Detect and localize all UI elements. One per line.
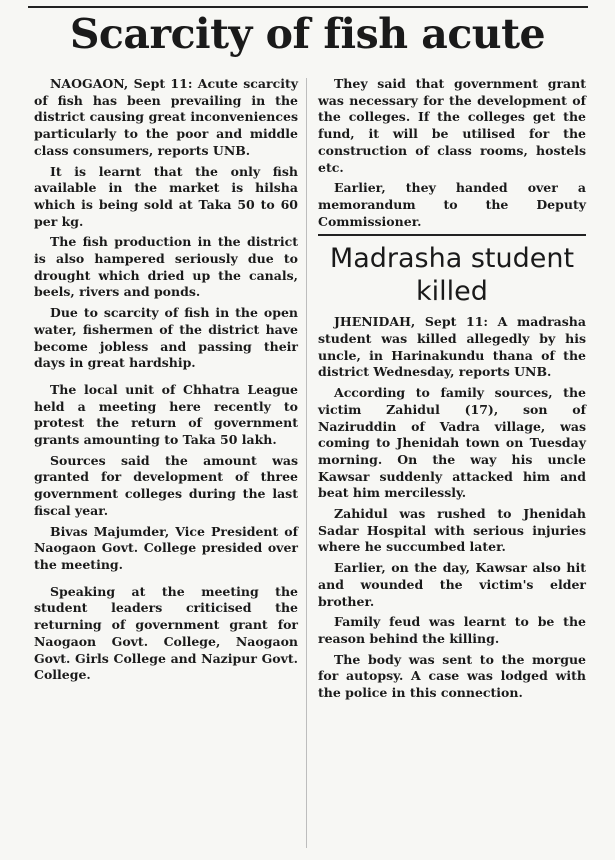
main-headline: Scarcity of fish acute xyxy=(69,10,546,58)
paragraph: JHENIDAH, Sept 11: A madrasha student was killed allegedly by his uncle, in Harinakundu thana of the district Wednesday, reports UNB. xyxy=(318,314,586,380)
paragraph: Family feud was learnt to be the reason behind the killing. xyxy=(318,614,586,646)
paragraph: The body was sent to the morgue for autopsy. A case was lodged with the police in this connection. xyxy=(318,651,586,701)
article-separator-rule xyxy=(318,234,586,236)
paragraph: Earlier, they handed over a memorandum to the Deputy Commissioner. xyxy=(318,180,586,229)
paragraph: Bivas Majumder, Vice President of Naogaon Govt. College presided over the meeting. xyxy=(34,523,298,572)
paragraph: The local unit of Chhatra League held a meeting here recently to protest the return of government grants amounting to Taka 50 lakh. xyxy=(34,381,298,448)
paragraph: It is learnt that the only fish available in the market is hilsha which is being sold at Taka 50 to 60 per kg. xyxy=(34,163,298,229)
paragraph: Zahidul was rushed to Jhenidah Sadar Hospital with serious injuries where he succumbed later. xyxy=(318,506,586,555)
column-divider xyxy=(306,78,307,848)
paragraph: Due to scarcity of fish in the open water, fishermen of the district have become jobless and passing their days in great hardship. xyxy=(34,305,298,371)
paragraph: They said that government grant was necessary for the development of the colleges. If the colleges get the fund, it will be utilised for the construction of class rooms, hostels etc. xyxy=(318,76,586,175)
paragraph: Speaking at the meeting the student leaders criticised the returning of government grant for Naogaon Govt. College, Naogaon Govt. Girls College and Nazipur Govt. College. xyxy=(34,583,298,683)
paragraph: Sources said the amount was granted for development of three government colleges during the last fiscal year. xyxy=(34,452,298,518)
second-headline: Madrasha student killed xyxy=(329,243,575,308)
paragraph: According to family sources, the victim Zahidul (17), son of Naziruddin of Vadra village, was coming to Jhenidah town on Tuesday morning. On the way his uncle Kawsar suddenly attacked him and beat him mercilessly. xyxy=(318,385,586,501)
paragraph: Earlier, on the day, Kawsar also hit and wounded the victim's elder brother. xyxy=(318,560,586,609)
right-column xyxy=(318,76,586,706)
left-column xyxy=(34,76,298,688)
paragraph: NAOGAON, Sept 11: Acute scarcity of fish has been prevailing in the district causing great inconveniences particularly to the poor and middle class consumers, reports UNB. xyxy=(34,76,298,158)
paragraph: The fish production in the district is also hampered seriously due to drought which dried up the canals, beels, rivers and ponds. xyxy=(34,234,298,300)
